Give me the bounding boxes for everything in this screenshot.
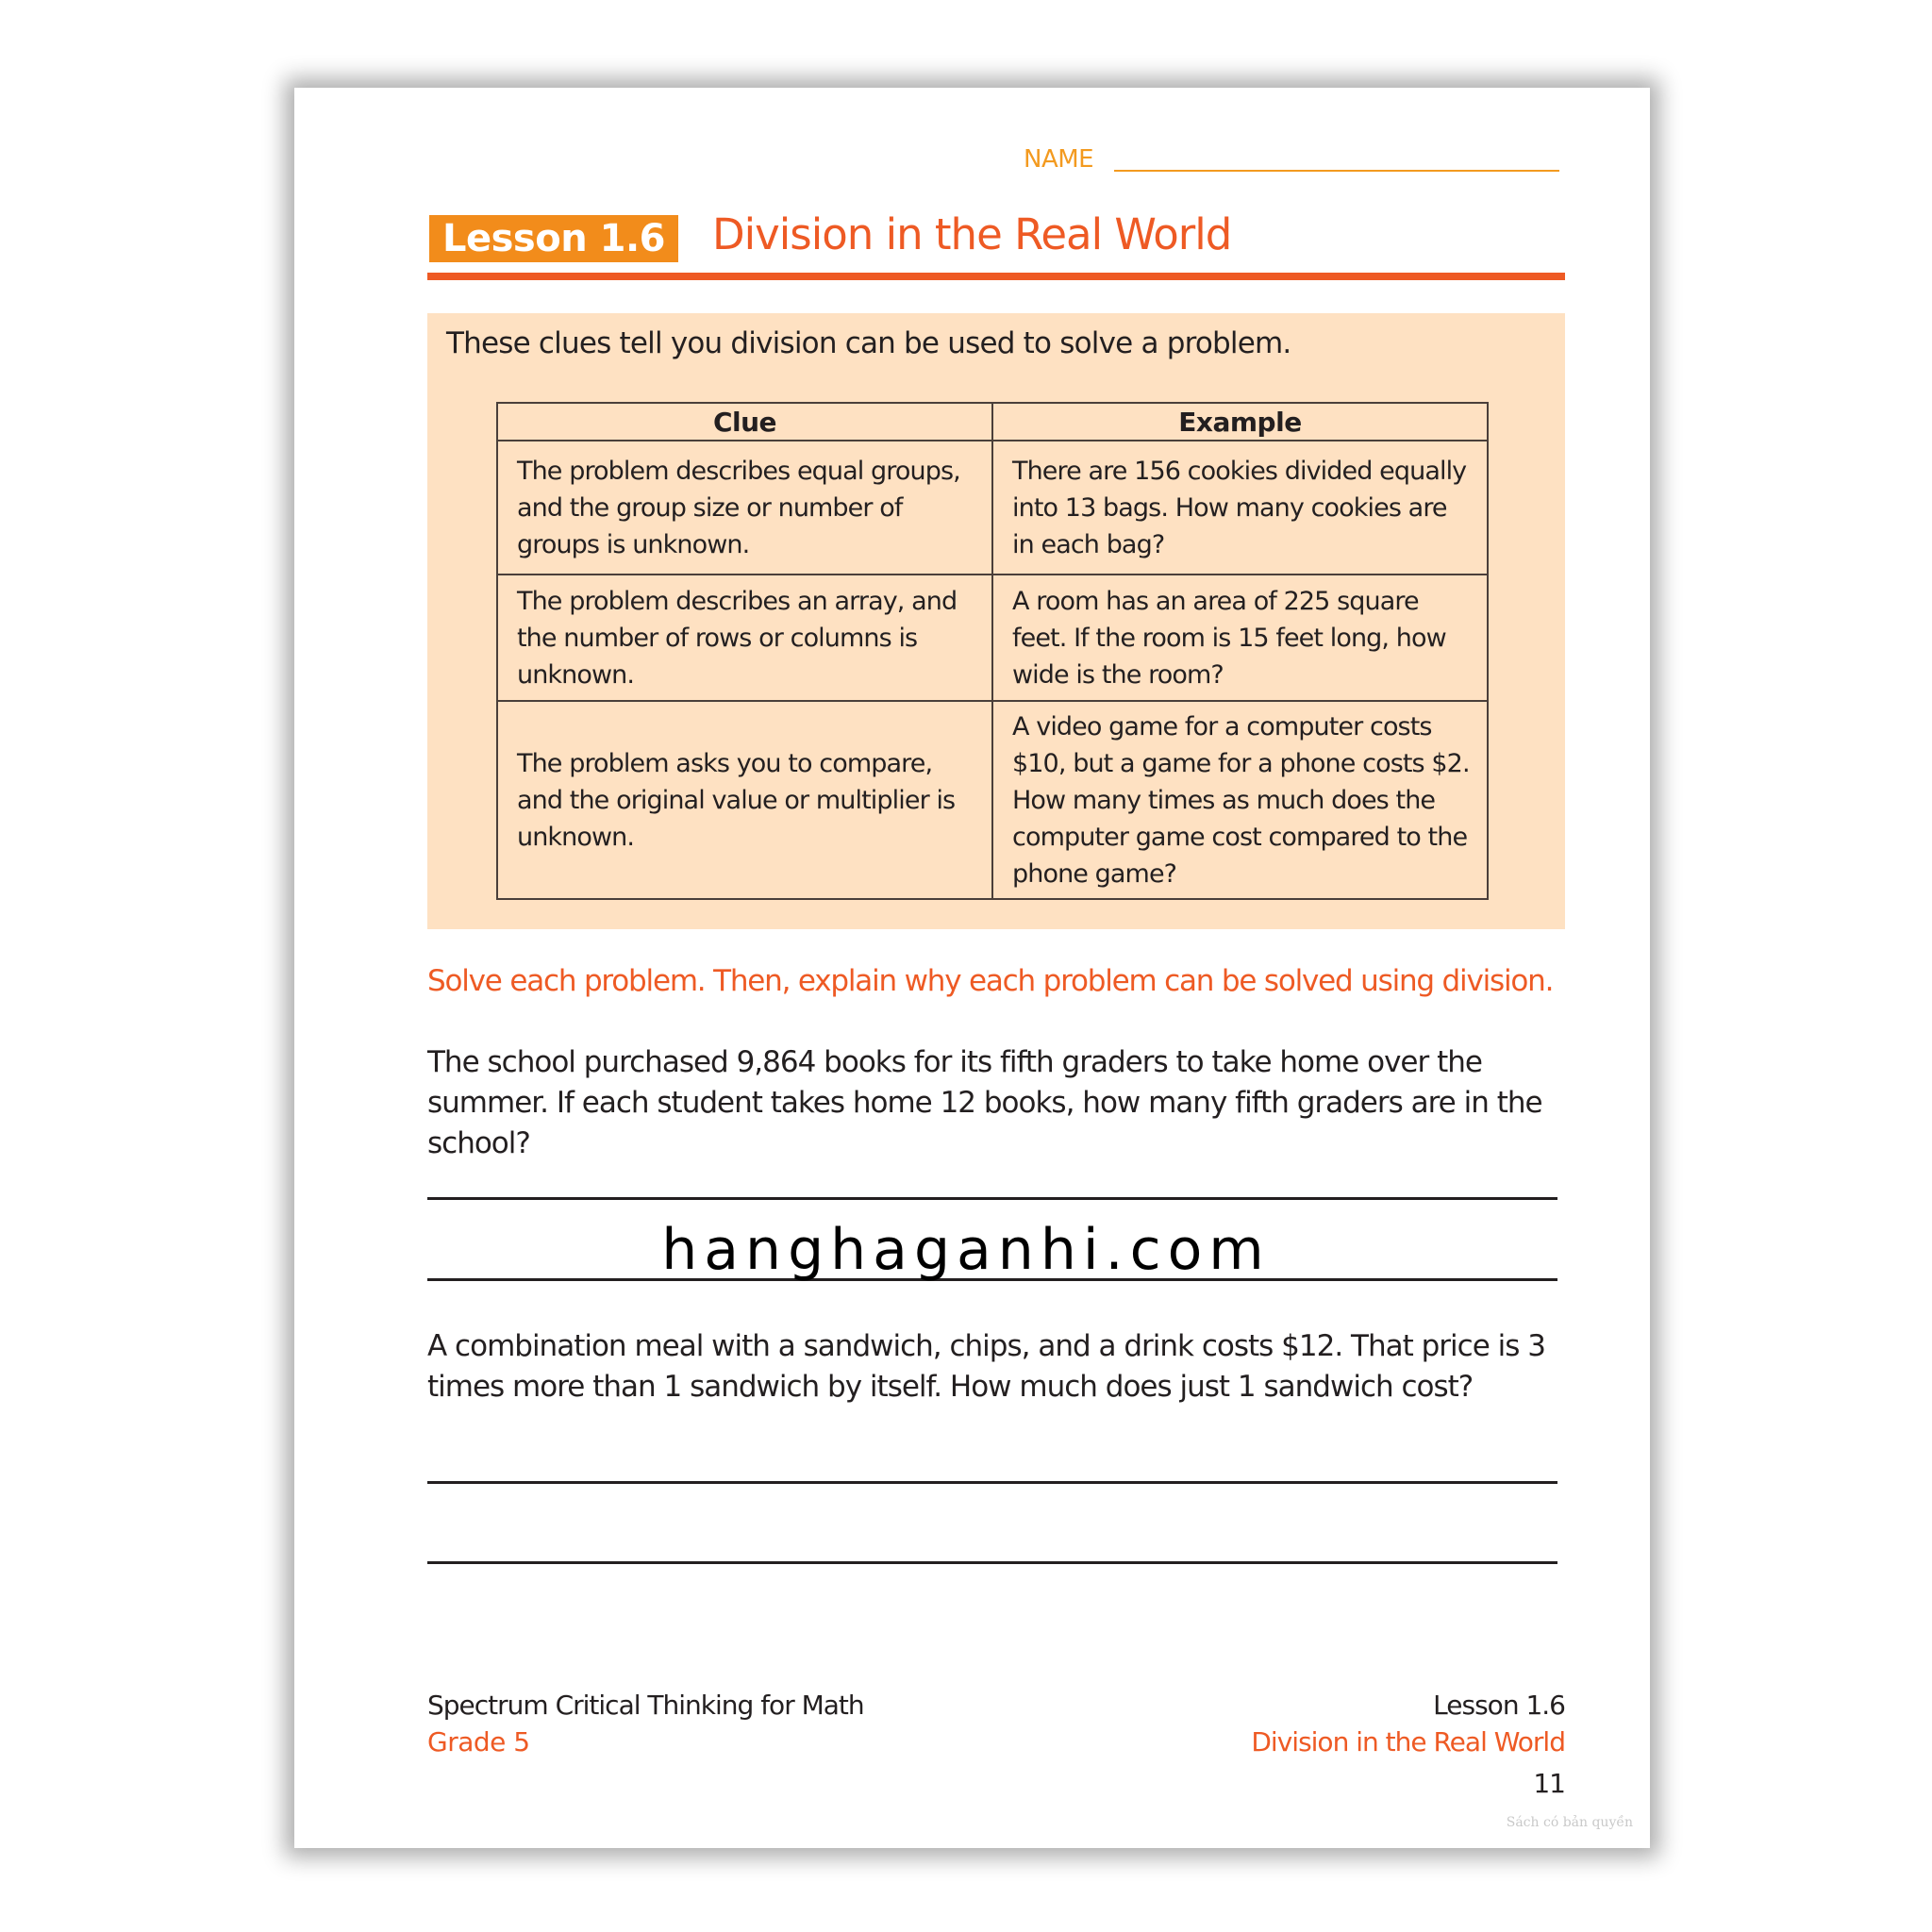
footer-book-title: Spectrum Critical Thinking for Math xyxy=(427,1690,864,1721)
page-number: 11 xyxy=(1533,1768,1565,1799)
table-row xyxy=(497,575,1488,701)
table-row xyxy=(497,701,1488,899)
footer-lesson-label: Lesson 1.6 xyxy=(1433,1690,1565,1721)
clue-column-header: Clue xyxy=(497,403,992,441)
title-rule xyxy=(427,273,1565,280)
answer-line-1a[interactable] xyxy=(427,1197,1557,1200)
copyright-note: Sách có bản quyền xyxy=(1506,1815,1633,1830)
clue-cell: The problem describes an array, and the number of rows or columns is unknown. xyxy=(497,575,992,701)
instructions: Solve each problem. Then, explain why each problem can be solved using division. xyxy=(427,964,1554,998)
clue-table-header-row xyxy=(497,403,1488,441)
problem-1: The school purchased 9,864 books for its fifth graders to take home over the summer. If each student takes home 12 books, how many fifth graders are in the school? xyxy=(427,1045,1542,1160)
watermark-text: hanghaganhi.com xyxy=(661,1217,1271,1283)
lesson-badge: Lesson 1.6 xyxy=(429,215,678,262)
problem-2: A combination meal with a sandwich, chips, and a drink costs $12. That price is 3 times more than 1 sandwich by itself. How much does just 1 sandwich cost? xyxy=(427,1329,1545,1404)
example-cell: A room has an area of 225 square feet. If the room is 15 feet long, how wide is the room? xyxy=(992,575,1488,701)
clue-cell: The problem describes equal groups, and the group size or number of groups is unknown. xyxy=(497,441,992,575)
footer-lesson-title: Division in the Real World xyxy=(1251,1726,1565,1757)
clue-cell: The problem asks you to compare, and the original value or multiplier is unknown. xyxy=(497,701,992,899)
table-row xyxy=(497,441,1488,575)
name-label: NAME xyxy=(1024,145,1094,174)
clue-table xyxy=(496,402,1489,900)
answer-line-2b[interactable] xyxy=(427,1561,1557,1564)
answer-line-2a[interactable] xyxy=(427,1481,1557,1484)
example-column-header: Example xyxy=(992,403,1488,441)
footer-grade: Grade 5 xyxy=(427,1726,530,1757)
lesson-title: Division in the Real World xyxy=(712,209,1232,259)
example-cell: A video game for a computer costs $10, but a game for a phone costs $2. How many times as much does the computer game cost compared to the phone game? xyxy=(992,701,1488,899)
name-field-line xyxy=(1114,170,1559,172)
example-cell: There are 156 cookies divided equally into 13 bags. How many cookies are in each bag? xyxy=(992,441,1488,575)
clue-panel-intro: These clues tell you division can be used to solve a problem. xyxy=(446,326,1291,360)
